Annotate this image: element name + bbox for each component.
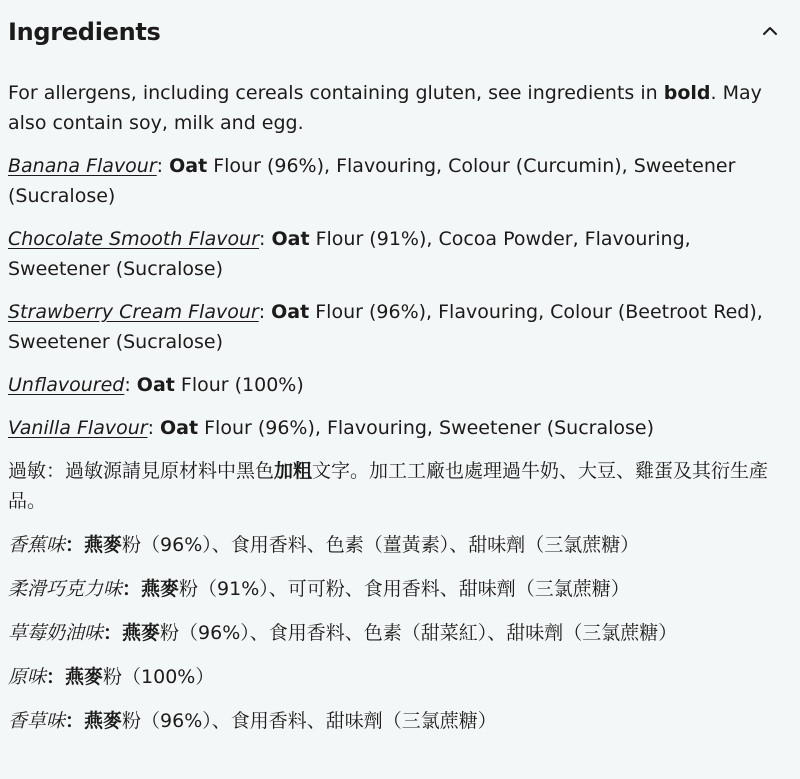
zh-flavour-name: 原味: [8, 666, 47, 688]
flavour-ingredients: Flour (96%), Flavouring, Sweetener (Sucralose): [198, 417, 655, 439]
flavour-line-vanilla: [8, 413, 776, 443]
zh-flavour-line-vanilla: [8, 706, 776, 736]
zh-flavour-key-ingredient: 燕麥: [122, 622, 161, 644]
allergen-note-text: For allergens, including cereals containing gluten, see ingredients in: [8, 82, 664, 104]
zh-allergen-note: [8, 456, 776, 516]
flavour-ingredients: Flour (96%), Flavouring, Colour (Curcumin), Sweetener (Sucralose): [8, 155, 736, 207]
section-title: Ingredients: [8, 18, 161, 46]
flavour-line-unflavoured: [8, 370, 776, 400]
zh-flavour-key-ingredient: 燕麥: [141, 578, 180, 600]
flavour-name[interactable]: Banana Flavour: [8, 155, 157, 177]
zh-flavour-line-original: [8, 662, 776, 692]
zh-flavour-sep: ：: [65, 534, 85, 556]
flavour-name[interactable]: Strawberry Cream Flavour: [8, 301, 259, 323]
flavour-line-chocolate: [8, 224, 776, 284]
flavour-key-ingredient: Oat: [136, 374, 175, 396]
zh-flavour-key-ingredient: 燕麥: [84, 534, 123, 556]
flavour-name[interactable]: Chocolate Smooth Flavour: [8, 228, 260, 250]
flavour-key-ingredient: Oat: [169, 155, 208, 177]
zh-flavour-line-banana: [8, 530, 776, 560]
zh-flavour-name: 柔滑巧克力味: [8, 578, 123, 600]
zh-flavour-key-ingredient: 燕麥: [65, 666, 104, 688]
flavour-ingredients: Flour (100%): [174, 374, 304, 396]
zh-allergen-note-text: 過敏：過敏源請見原材料中黑色: [8, 460, 275, 482]
allergen-note-bold: bold: [663, 82, 711, 104]
flavour-key-ingredient: Oat: [271, 301, 310, 323]
chevron-up-icon[interactable]: [760, 21, 780, 41]
flavour-key-ingredient: Oat: [271, 228, 310, 250]
flavour-sep: :: [259, 228, 272, 250]
zh-allergen-note-text-end: 文字。加工工廠也處理過牛奶、大豆、雞蛋及其衍生產品。: [8, 460, 769, 512]
ingredients-content: [8, 78, 800, 736]
zh-flavour-ingredients: 粉（96%）、食用香料、色素（甜菜紅）、甜味劑（三氯蔗糖）: [160, 622, 678, 644]
flavour-line-strawberry: [8, 297, 776, 357]
zh-flavour-ingredients: 粉（91%）、可可粉、食用香料、甜味劑（三氯蔗糖）: [179, 578, 630, 600]
zh-flavour-name: 草莓奶油味: [8, 622, 104, 644]
zh-flavour-ingredients: 粉（100%）: [103, 666, 215, 688]
zh-allergen-note-bold: 加粗: [274, 460, 313, 482]
flavour-line-banana: [8, 151, 776, 211]
flavour-sep: :: [156, 155, 170, 177]
zh-flavour-sep: ：: [103, 622, 123, 644]
zh-flavour-sep: ：: [122, 578, 142, 600]
flavour-sep: :: [258, 301, 272, 323]
zh-flavour-ingredients: 粉（96%）、食用香料、甜味劑（三氯蔗糖）: [122, 710, 497, 732]
flavour-sep: :: [147, 417, 161, 439]
allergen-note: [8, 78, 776, 138]
zh-flavour-key-ingredient: 燕麥: [84, 710, 123, 732]
zh-flavour-ingredients: 粉（96%）、食用香料、色素（薑黃素）、甜味劑（三氯蔗糖）: [122, 534, 640, 556]
flavour-ingredients: Flour (96%), Flavouring, Colour (Beetroot Red), Sweetener (Sucralose): [8, 301, 763, 353]
zh-flavour-sep: ：: [65, 710, 85, 732]
zh-flavour-line-strawberry: [8, 618, 776, 648]
zh-flavour-line-chocolate: [8, 574, 776, 604]
flavour-name[interactable]: Vanilla Flavour: [8, 417, 148, 439]
flavour-key-ingredient: Oat: [160, 417, 199, 439]
flavour-sep: :: [124, 374, 137, 396]
zh-flavour-name: 香蕉味: [8, 534, 66, 556]
accordion-header[interactable]: [8, 0, 800, 68]
zh-flavour-name: 香草味: [8, 710, 66, 732]
flavour-name[interactable]: Unflavoured: [8, 374, 125, 396]
zh-flavour-sep: ：: [46, 666, 66, 688]
allergen-note-text-end: . May also contain soy, milk and egg.: [8, 82, 762, 134]
flavour-ingredients: Flour (91%), Cocoa Powder, Flavouring, Sweetener (Sucralose): [8, 228, 691, 280]
